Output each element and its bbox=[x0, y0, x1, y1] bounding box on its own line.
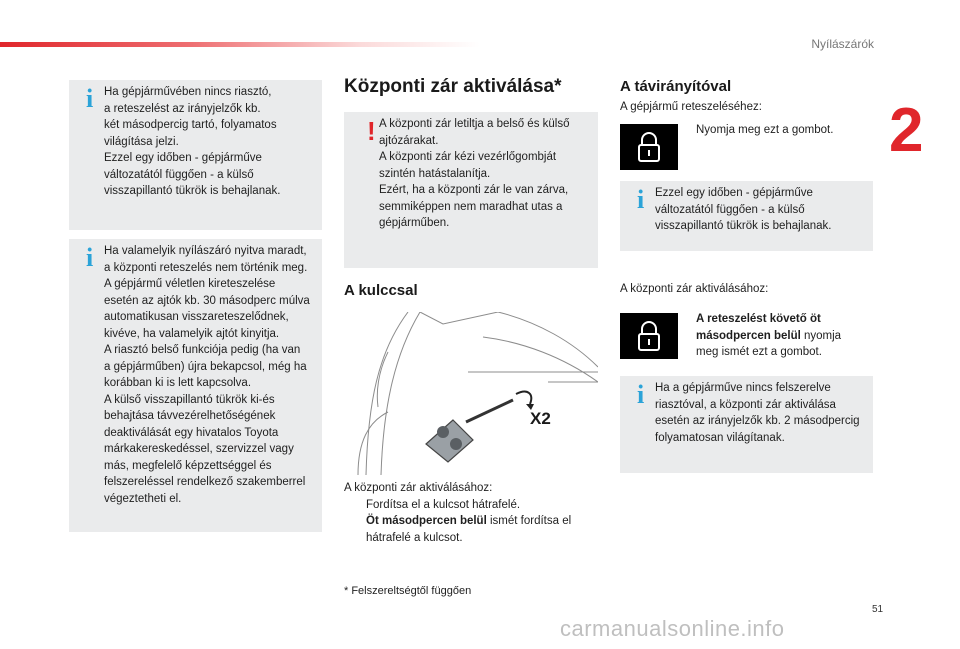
header-accent-bar bbox=[0, 42, 480, 47]
info-box-no-alarm bbox=[69, 80, 322, 230]
info-box-text: Ha valamelyik nyílászáró nyitva maradt, a központi reteszelés nem történik meg. A gépjármű véletlen kireteszelése esetén az ajtók kb. 30 másodperc múlva automatikusan visszareteszelődnek, kivéve, ha valamelyik ajtót kinyitja. A riasztó belső funkciója pedig (ha van a gépjárműben) újra bekapcsol, még ha korábban ki is lett kapcsolva. A külső visszapillantó tükrök ki-és behajtása távvezérelhetőségének deaktiválását egy hivatalos Toyota márkakereskedéssel, szervizzel vagy más, megfelelő képzettséggel és felszereléssel rendelkező szakemberrel végeztetheti el. bbox=[104, 245, 310, 505]
rotation-arrow-icon bbox=[516, 392, 531, 404]
footnote: * Felszereltségtől függően bbox=[344, 585, 472, 597]
remote-intro-central: A központi zár aktiválásához: bbox=[620, 283, 769, 295]
info-box-no-alarm-remote bbox=[620, 376, 873, 473]
key-instructions: A központi zár aktiválásához: Fordítsa el a kulcsot hátrafelé. Öt másodpercen belül ismét fordítsa el hátrafelé a kulcsot. bbox=[344, 480, 598, 546]
info-icon: i bbox=[637, 380, 645, 409]
page-number: 51 bbox=[872, 604, 884, 615]
remote-intro-lock: A gépjármű reteszeléséhez: bbox=[620, 101, 762, 113]
info-box-text: Ha gépjárművében nincs riasztó, a reteszelést az irányjelzők kb. két másodpercig tartó, folyamatos világítása jelzi. Ezzel egy időben - gépjárműve változatától függően - a külső visszapillantó tükrök is behajlanak. bbox=[104, 86, 281, 197]
remote-heading: A távirányítóval bbox=[620, 78, 732, 95]
chapter-number: 2 bbox=[889, 96, 924, 165]
info-icon: i bbox=[86, 243, 94, 272]
warning-box bbox=[344, 112, 598, 268]
watermark: carmanualsonline.info bbox=[560, 616, 785, 641]
remote-step-1: Nyomja meg ezt a gombot. bbox=[696, 124, 834, 136]
illustration-label: X2 bbox=[530, 409, 551, 428]
info-box-text: Ezzel egy időben - gépjárműve változatától függően - a külső visszapillantó tükrök is behajlanak. bbox=[655, 187, 832, 232]
padlock-icon bbox=[636, 320, 662, 352]
info-icon: i bbox=[86, 84, 94, 113]
key-step-1: Fordítsa el a kulcsot hátrafelé. bbox=[366, 498, 521, 511]
section-title: Nyílászárók bbox=[811, 37, 874, 51]
info-box-door-open bbox=[69, 239, 322, 532]
lock-button-icon bbox=[620, 124, 678, 170]
remote-step-2: A reteszelést követő öt másodpercen belül nyomja meg ismét ezt a gombot. bbox=[696, 313, 842, 358]
key-step-2: Öt másodpercen belül ismét fordítsa el bbox=[366, 515, 572, 527]
lock-button-icon bbox=[620, 313, 678, 359]
page-title: Központi zár aktiválása* bbox=[344, 76, 562, 97]
padlock-icon bbox=[636, 131, 662, 163]
key-fob-icon bbox=[426, 400, 513, 462]
info-box-mirrors bbox=[620, 181, 873, 251]
key-heading: A kulccsal bbox=[344, 282, 418, 299]
car-door-key-illustration bbox=[348, 312, 598, 475]
info-box-text: Ha a gépjárműve nincs felszerelve riasztóval, a központi zár aktiválása esetén az irányjelzők kb. 2 másodpercig folyamatosan világítanak. bbox=[655, 382, 860, 444]
warning-icon: ! bbox=[367, 116, 376, 146]
info-icon: i bbox=[637, 185, 645, 214]
warning-box-text: A központi zár letiltja a belső és külső ajtózárakat. A központi zár kézi vezérlőgombját szintén hatástalanítja. Ezért, ha a központi zár le van zárva, semmiképpen nem maradhat utas a gépjárműben. bbox=[379, 118, 570, 229]
